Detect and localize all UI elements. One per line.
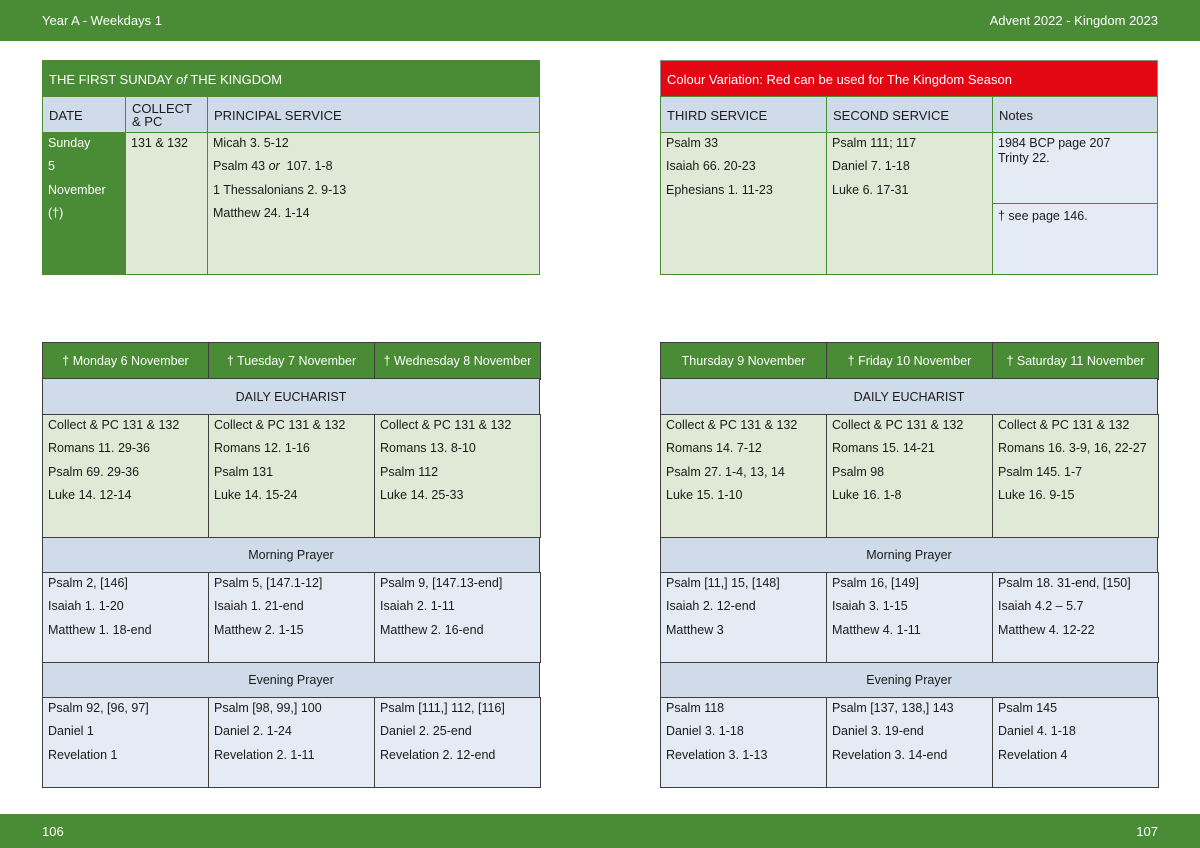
- date-line: Sunday: [48, 136, 91, 150]
- morning-cell: [42, 572, 209, 663]
- reading-line: Revelation 3. 1-13: [666, 747, 768, 762]
- date-line: 5: [48, 159, 55, 174]
- reading-line: Collect & PC 131 & 132: [832, 418, 964, 432]
- morning-cell: [660, 572, 827, 663]
- date-line: (†): [48, 206, 64, 221]
- morning-cell: [992, 572, 1159, 663]
- reading-line: Collect & PC 131 & 132: [214, 418, 346, 432]
- notes-cell: [992, 132, 1158, 205]
- reading-line: Psalm 16, [149]: [832, 576, 919, 590]
- reading-line: Psalm 33: [666, 136, 719, 150]
- eucharist-cell: [826, 414, 993, 538]
- eucharist-section-header: DAILY EUCHARIST: [42, 378, 540, 416]
- eucharist-cell: [660, 414, 827, 538]
- reading-line: Psalm 118: [666, 701, 725, 715]
- reading-line: Micah 3. 5-12: [213, 136, 289, 150]
- reading-line: Daniel 4. 1-18: [998, 724, 1076, 739]
- reading-line: Romans 14. 7-12: [666, 441, 762, 456]
- evening-cell: [992, 697, 1159, 788]
- reading-line: Isaiah 2. 1-11: [380, 599, 455, 614]
- reading-line: Isaiah 3. 1-15: [832, 599, 908, 614]
- evening-section-header: Evening Prayer: [42, 661, 540, 699]
- evening-cell: [826, 697, 993, 788]
- reading-line: Romans 12. 1-16: [214, 441, 310, 456]
- reading-or: or: [268, 159, 280, 174]
- reading-line: Psalm 9, [147.13-end]: [380, 576, 503, 590]
- note-line: Trinty 22.: [998, 151, 1050, 165]
- notes-footnote-cell: [992, 203, 1158, 275]
- sunday-title-post: THE KINGDOM: [186, 71, 283, 87]
- sunday-title-of: of: [176, 71, 187, 87]
- reading-line: Psalm 69. 29-36: [48, 464, 140, 479]
- second-service-cell: [826, 132, 994, 275]
- col-header-principal: PRINCIPAL SERVICE: [207, 96, 540, 134]
- reading-line: Isaiah 1. 21-end: [214, 599, 304, 614]
- page-header-band: [0, 0, 1200, 41]
- sunday-collect-cell: [125, 132, 209, 275]
- left-page-number: 106: [42, 824, 64, 839]
- reading-line: Matthew 3: [666, 622, 724, 637]
- col-header-notes: Notes: [992, 96, 1158, 134]
- evening-cell: [374, 697, 541, 788]
- morning-cell: [208, 572, 375, 663]
- sunday-date-cell: [42, 132, 127, 275]
- reading-line: Daniel 3. 19-end: [832, 724, 924, 739]
- reading-line: Psalm 131: [214, 464, 274, 479]
- reading-line: Psalm [11,] 15, [148]: [666, 576, 780, 590]
- day-header: † Saturday 11 November: [992, 342, 1159, 380]
- morning-cell: [374, 572, 541, 663]
- reading-line: Daniel 2. 25-end: [380, 724, 472, 739]
- reading-line: Luke 14. 15-24: [214, 488, 298, 503]
- page-footer-band: [0, 814, 1200, 848]
- date-line: November: [48, 182, 106, 197]
- reading-line: Matthew 4. 1-11: [832, 622, 921, 637]
- reading-line: Matthew 2. 16-end: [380, 622, 484, 637]
- reading-line: Revelation 3. 14-end: [832, 747, 948, 762]
- note-line: 1984 BCP page 207: [998, 136, 1111, 150]
- eucharist-section-header: DAILY EUCHARIST: [660, 378, 1158, 416]
- reading-line: Collect & PC 131 & 132: [48, 418, 180, 432]
- reading-line: Luke 14. 25-33: [380, 488, 464, 503]
- reading-line: Luke 6. 17-31: [832, 182, 909, 197]
- reading-line: Ephesians 1. 11-23: [666, 182, 773, 197]
- reading-line: Psalm [111,] 112, [116]: [380, 701, 505, 715]
- col-header-date: DATE: [42, 96, 127, 134]
- header-left-text: Year A - Weekdays 1: [42, 13, 162, 28]
- reading-line: Psalm [98, 99,] 100: [214, 701, 322, 715]
- reading-line: Psalm 111; 117: [832, 136, 917, 150]
- eucharist-cell: [992, 414, 1159, 538]
- right-page-number: 107: [1136, 824, 1158, 839]
- reading-line: Psalm 92, [96, 97]: [48, 701, 149, 715]
- col-header-collect-text: COLLECT & PC: [132, 101, 192, 129]
- reading-line: Isaiah 4.2 – 5.7: [998, 599, 1084, 614]
- sunday-title-pre: THE FIRST SUNDAY: [49, 71, 177, 87]
- reading-part: 107. 1-8: [279, 159, 333, 174]
- eucharist-cell: [374, 414, 541, 538]
- collect-value: 131 & 132: [131, 136, 188, 150]
- reading-line: Matthew 1. 18-end: [48, 622, 152, 637]
- reading-line: Collect & PC 131 & 132: [380, 418, 512, 432]
- principal-service-cell: [207, 132, 540, 275]
- reading-line: Psalm 27. 1-4, 13, 14: [666, 464, 785, 479]
- reading-line: Daniel 7. 1-18: [832, 159, 910, 174]
- reading-part: Psalm 43: [213, 159, 269, 174]
- reading-line: Isaiah 1. 1-20: [48, 599, 124, 614]
- third-service-cell: [660, 132, 828, 275]
- day-header: † Wednesday 8 November: [374, 342, 541, 380]
- day-header: † Monday 6 November: [42, 342, 209, 380]
- note-line: † see page 146.: [998, 209, 1088, 223]
- reading-line: Matthew 4. 12-22: [998, 622, 1095, 637]
- reading-line: Romans 16. 3-9, 16, 22-27: [998, 441, 1147, 456]
- reading-line: Revelation 1: [48, 747, 118, 762]
- reading-line: Revelation 4: [998, 747, 1068, 762]
- reading-line: Daniel 2. 1-24: [214, 724, 292, 739]
- reading-line: Matthew 2. 1-15: [214, 622, 304, 637]
- sunday-title: [42, 60, 540, 98]
- reading-line: Luke 15. 1-10: [666, 488, 743, 503]
- reading-line: Psalm 18. 31-end, [150]: [998, 576, 1131, 590]
- evening-section-header: Evening Prayer: [660, 661, 1158, 699]
- col-header-third: THIRD SERVICE: [660, 96, 828, 134]
- day-header: † Tuesday 7 November: [208, 342, 375, 380]
- reading-line: Revelation 2. 12-end: [380, 747, 496, 762]
- morning-section-header: Morning Prayer: [42, 536, 540, 574]
- eucharist-cell: [208, 414, 375, 538]
- eucharist-cell: [42, 414, 209, 538]
- reading-line: Psalm 145. 1-7: [998, 464, 1083, 479]
- reading-line: Daniel 1: [48, 724, 94, 739]
- reading-line: Luke 16. 9-15: [998, 488, 1075, 503]
- reading-line: Daniel 3. 1-18: [666, 724, 744, 739]
- reading-line: Collect & PC 131 & 132: [666, 418, 798, 432]
- evening-cell: [660, 697, 827, 788]
- reading-line: Psalm 145: [998, 701, 1058, 715]
- col-header-second: SECOND SERVICE: [826, 96, 994, 134]
- day-header: Thursday 9 November: [660, 342, 827, 380]
- reading-line: Psalm 98: [832, 464, 885, 479]
- reading-line: Isaiah 66. 20-23: [666, 159, 756, 174]
- reading-line: Romans 13. 8-10: [380, 441, 476, 456]
- reading-line: Psalm 2, [146]: [48, 576, 128, 590]
- morning-cell: [826, 572, 993, 663]
- reading-line: Isaiah 2. 12-end: [666, 599, 756, 614]
- day-header: † Friday 10 November: [826, 342, 993, 380]
- reading-line: Psalm [137, 138,] 143: [832, 701, 954, 715]
- colour-variation-banner: Colour Variation: Red can be used for The Kingdom Season: [660, 60, 1158, 98]
- evening-cell: [208, 697, 375, 788]
- reading-line: Romans 11. 29-36: [48, 441, 150, 456]
- reading-line: Luke 14. 12-14: [48, 488, 132, 503]
- morning-section-header: Morning Prayer: [660, 536, 1158, 574]
- header-right-text: Advent 2022 - Kingdom 2023: [989, 13, 1158, 28]
- reading-line: Revelation 2. 1-11: [214, 747, 315, 762]
- reading-line: 1 Thessalonians 2. 9-13: [213, 182, 347, 197]
- col-header-collect: [125, 96, 209, 134]
- reading-line: [213, 159, 539, 182]
- reading-line: Luke 16. 1-8: [832, 488, 902, 503]
- reading-line: Collect & PC 131 & 132: [998, 418, 1130, 432]
- evening-cell: [42, 697, 209, 788]
- reading-line: Romans 15. 14-21: [832, 441, 935, 456]
- reading-line: Matthew 24. 1-14: [213, 206, 310, 221]
- reading-line: Psalm 5, [147.1-12]: [214, 576, 323, 590]
- reading-line: Psalm 112: [380, 464, 439, 479]
